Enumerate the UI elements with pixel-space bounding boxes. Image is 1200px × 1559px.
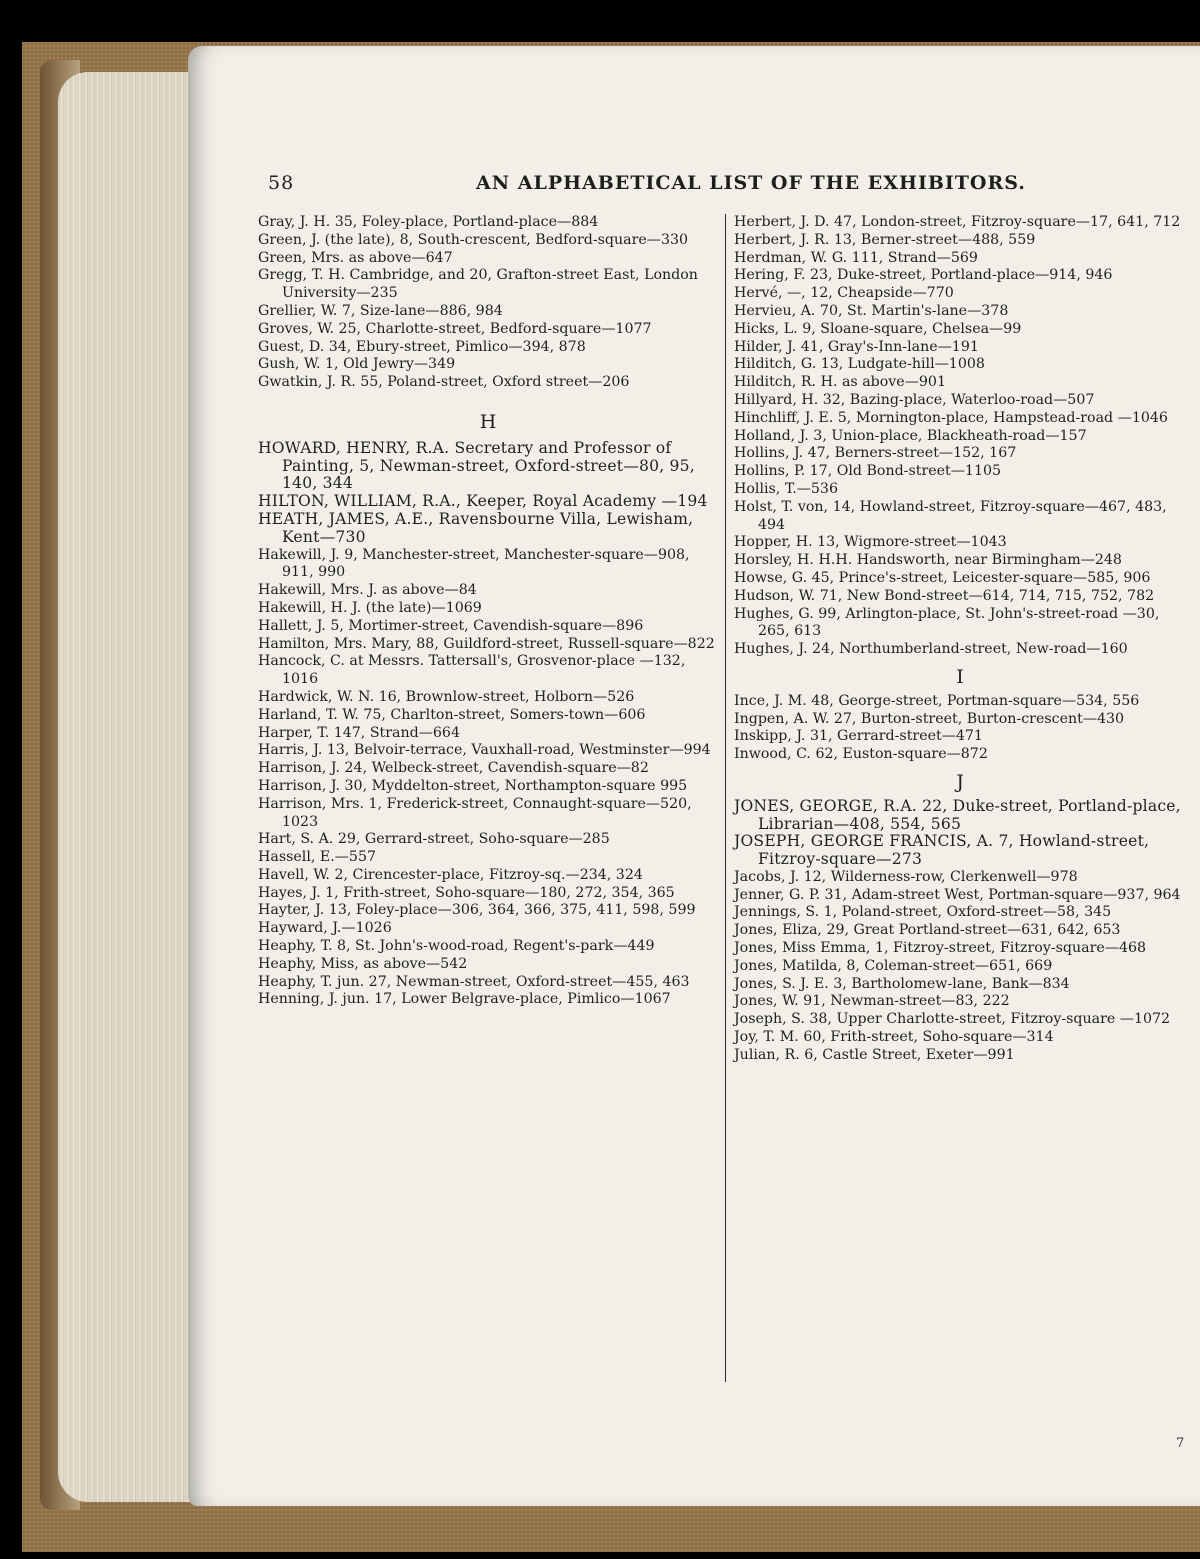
list-item: Hilditch, G. 13, Ludgate-hill—1008 (734, 356, 985, 373)
list-item: Herdman, W. G. 111, Strand—569 (734, 249, 978, 266)
list-item: Green, Mrs. as above—647 (258, 249, 453, 266)
list-item: Hering, F. 23, Duke-street, Portland-place—914, 946 (734, 267, 1113, 284)
list-item: Hakewill, J. 9, Manchester-street, Manchester-square—908, 911, 990 (258, 546, 690, 581)
list-item: Grellier, W. 7, Size-lane—886, 984 (258, 302, 503, 319)
list-item: Joseph, S. 38, Upper Charlotte-street, Fitzroy-square —1072 (734, 1011, 1171, 1028)
signature-mark: 7 (1176, 1436, 1185, 1451)
list-item: Gray, J. H. 35, Foley-place, Portland-place—884 (258, 214, 599, 230)
list-item: Hakewill, H. J. (the late)—1069 (258, 599, 482, 616)
list-item: Hancock, C. at Messrs. Tattersall's, Grosvenor-place —132, 1016 (258, 653, 686, 688)
list-item: Hillyard, H. 32, Bazing-place, Waterloo-road—507 (734, 391, 1095, 408)
list-item: Jones, S. J. E. 3, Bartholomew-lane, Bank—834 (734, 975, 1070, 992)
list-item: Guest, D. 34, Ebury-street, Pimlico—394, 878 (258, 338, 586, 355)
list-item-academician: HEATH, JAMES, A.E., Ravensbourne Villa, Lewisham, Kent—730 (258, 509, 694, 546)
list-item: Hilder, J. 41, Gray's-Inn-lane—191 (734, 338, 979, 355)
list-item: Hayter, J. 13, Foley-place—306, 364, 366, 375, 411, 598, 599 (258, 902, 696, 919)
list-item: Hilditch, R. H. as above—901 (734, 374, 946, 391)
list-item: Hamilton, Mrs. Mary, 88, Guildford-street, Russell-square—822 (258, 635, 715, 652)
list-item: Heaphy, T. 8, St. John's-wood-road, Regent's-park—449 (258, 938, 655, 955)
list-item: Harland, T. W. 75, Charlton-street, Somers-town—606 (258, 706, 646, 723)
list-item: Jacobs, J. 12, Wilderness-row, Clerkenwell—978 (734, 868, 1078, 885)
list-item: Jones, Matilda, 8, Coleman-street—651, 669 (734, 957, 1053, 974)
list-item: Inwood, C. 62, Euston-square—872 (734, 746, 988, 763)
list-item: Hudson, W. 71, New Bond-street—614, 714, 715, 752, 782 (734, 587, 1155, 604)
list-item: Hayward, J.—1026 (258, 920, 392, 937)
list-item: Hardwick, W. N. 16, Brownlow-street, Holborn—526 (258, 688, 635, 705)
list-item: Hollis, T.—536 (734, 480, 838, 497)
list-item: Hughes, G. 99, Arlington-place, St. John's-street-road —30, 265, 613 (734, 605, 1160, 640)
page-title: AN ALPHABETICAL LIST OF THE EXHIBITORS. (476, 172, 1026, 194)
list-item: Holland, J. 3, Union-place, Blackheath-road—157 (734, 427, 1087, 444)
right-column (734, 214, 1186, 1065)
list-item: Inskipp, J. 31, Gerrard-street—471 (734, 728, 983, 745)
list-item: Heaphy, Miss, as above—542 (258, 955, 468, 972)
section-letter-h: H (479, 410, 497, 433)
section-letter-i: I (956, 665, 964, 688)
list-item: Julian, R. 6, Castle Street, Exeter—991 (734, 1046, 1015, 1063)
list-item: Green, J. (the late), 8, South-crescent, Bedford-square—330 (258, 231, 689, 248)
list-item: Ince, J. M. 48, George-street, Portman-square—534, 556 (734, 692, 1140, 709)
list-item: Herbert, J. D. 47, London-street, Fitzroy-square—17, 641, 712 (734, 214, 1181, 230)
left-column (258, 214, 718, 1009)
list-item: Herbert, J. R. 13, Berner-street—488, 559 (734, 231, 1036, 248)
list-item-academician: HILTON, WILLIAM, R.A., Keeper, Royal Academy —194 (258, 492, 708, 511)
list-item: Gwatkin, J. R. 55, Poland-street, Oxford street—206 (258, 374, 630, 391)
list-item: Havell, W. 2, Cirencester-place, Fitzroy-sq.—234, 324 (258, 866, 643, 883)
list-item: Hervé, —, 12, Cheapside—770 (734, 285, 954, 302)
list-item: Gush, W. 1, Old Jewry—349 (258, 356, 456, 373)
list-item: Hollins, J. 47, Berners-street—152, 167 (734, 445, 1017, 462)
list-item: Heaphy, T. jun. 27, Newman-street, Oxford-street—455, 463 (258, 973, 690, 990)
list-item: Harris, J. 13, Belvoir-terrace, Vauxhall-road, Westminster—994 (258, 742, 711, 759)
list-item: Groves, W. 25, Charlotte-street, Bedford-square—1077 (258, 320, 652, 337)
list-item: Jennings, S. 1, Poland-street, Oxford-street—58, 345 (734, 904, 1112, 921)
list-item: Jones, Miss Emma, 1, Fitzroy-street, Fitzroy-square—468 (734, 940, 1147, 957)
list-item: Hopper, H. 13, Wigmore-street—1043 (734, 534, 1007, 551)
list-item: Gregg, T. H. Cambridge, and 20, Grafton-street East, London University—235 (258, 267, 698, 302)
list-item: Ingpen, A. W. 27, Burton-street, Burton-crescent—430 (734, 710, 1125, 727)
list-item: Jones, W. 91, Newman-street—83, 222 (734, 993, 1010, 1010)
column-divider (725, 214, 726, 1382)
list-item: Hallett, J. 5, Mortimer-street, Cavendish-square—896 (258, 617, 644, 634)
list-item: Hart, S. A. 29, Gerrard-street, Soho-square—285 (258, 831, 610, 848)
list-item: Hayes, J. 1, Frith-street, Soho-square—180, 272, 354, 365 (258, 884, 675, 901)
list-item: Hinchliff, J. E. 5, Mornington-place, Hampstead-road —1046 (734, 409, 1168, 426)
list-item: Hughes, J. 24, Northumberland-street, New-road—160 (734, 641, 1128, 658)
list-item: Howse, G. 45, Prince's-street, Leicester-square—585, 906 (734, 569, 1151, 586)
page-number: 58 (268, 172, 295, 194)
list-item: Harrison, Mrs. 1, Frederick-street, Connaught-square—520, 1023 (258, 795, 692, 830)
list-item: Hassell, E.—557 (258, 849, 377, 866)
list-item-academician: JONES, GEORGE, R.A. 22, Duke-street, Portland-place, Librarian—408, 554, 565 (734, 796, 1181, 833)
page-edges (58, 72, 198, 1502)
list-item: Harper, T. 147, Strand—664 (258, 724, 460, 741)
list-item: Hollins, P. 17, Old Bond-street—1105 (734, 463, 1002, 480)
list-item-academician: JOSEPH, GEORGE FRANCIS, A. 7, Howland-street, Fitzroy-square—273 (734, 832, 1150, 869)
list-item: Holst, T. von, 14, Howland-street, Fitzroy-square—467, 483, 494 (734, 498, 1167, 533)
list-item: Hicks, L. 9, Sloane-square, Chelsea—99 (734, 320, 1022, 337)
list-item: Jenner, G. P. 31, Adam-street West, Portman-square—937, 964 (734, 886, 1181, 903)
list-item: Horsley, H. H.H. Handsworth, near Birmingham—248 (734, 552, 1122, 569)
list-item: Joy, T. M. 60, Frith-street, Soho-square—314 (734, 1029, 1054, 1046)
list-item: Jones, Eliza, 29, Great Portland-street—631, 642, 653 (734, 922, 1121, 939)
list-item: Harrison, J. 30, Myddelton-street, Northampton-square 995 (258, 777, 688, 794)
running-header (268, 172, 1198, 202)
list-item: Harrison, J. 24, Welbeck-street, Cavendish-square—82 (258, 760, 649, 777)
section-letter-j: J (956, 770, 964, 793)
list-item: Henning, J. jun. 17, Lower Belgrave-place, Pimlico—1067 (258, 991, 671, 1008)
list-item-academician: HOWARD, HENRY, R.A. Secretary and Professor of Painting, 5, Newman-street, Oxford-street—80, 95, 140, 344 (258, 438, 695, 493)
list-item: Hakewill, Mrs. J. as above—84 (258, 582, 477, 599)
list-item: Hervieu, A. 70, St. Martin's-lane—378 (734, 302, 1009, 319)
